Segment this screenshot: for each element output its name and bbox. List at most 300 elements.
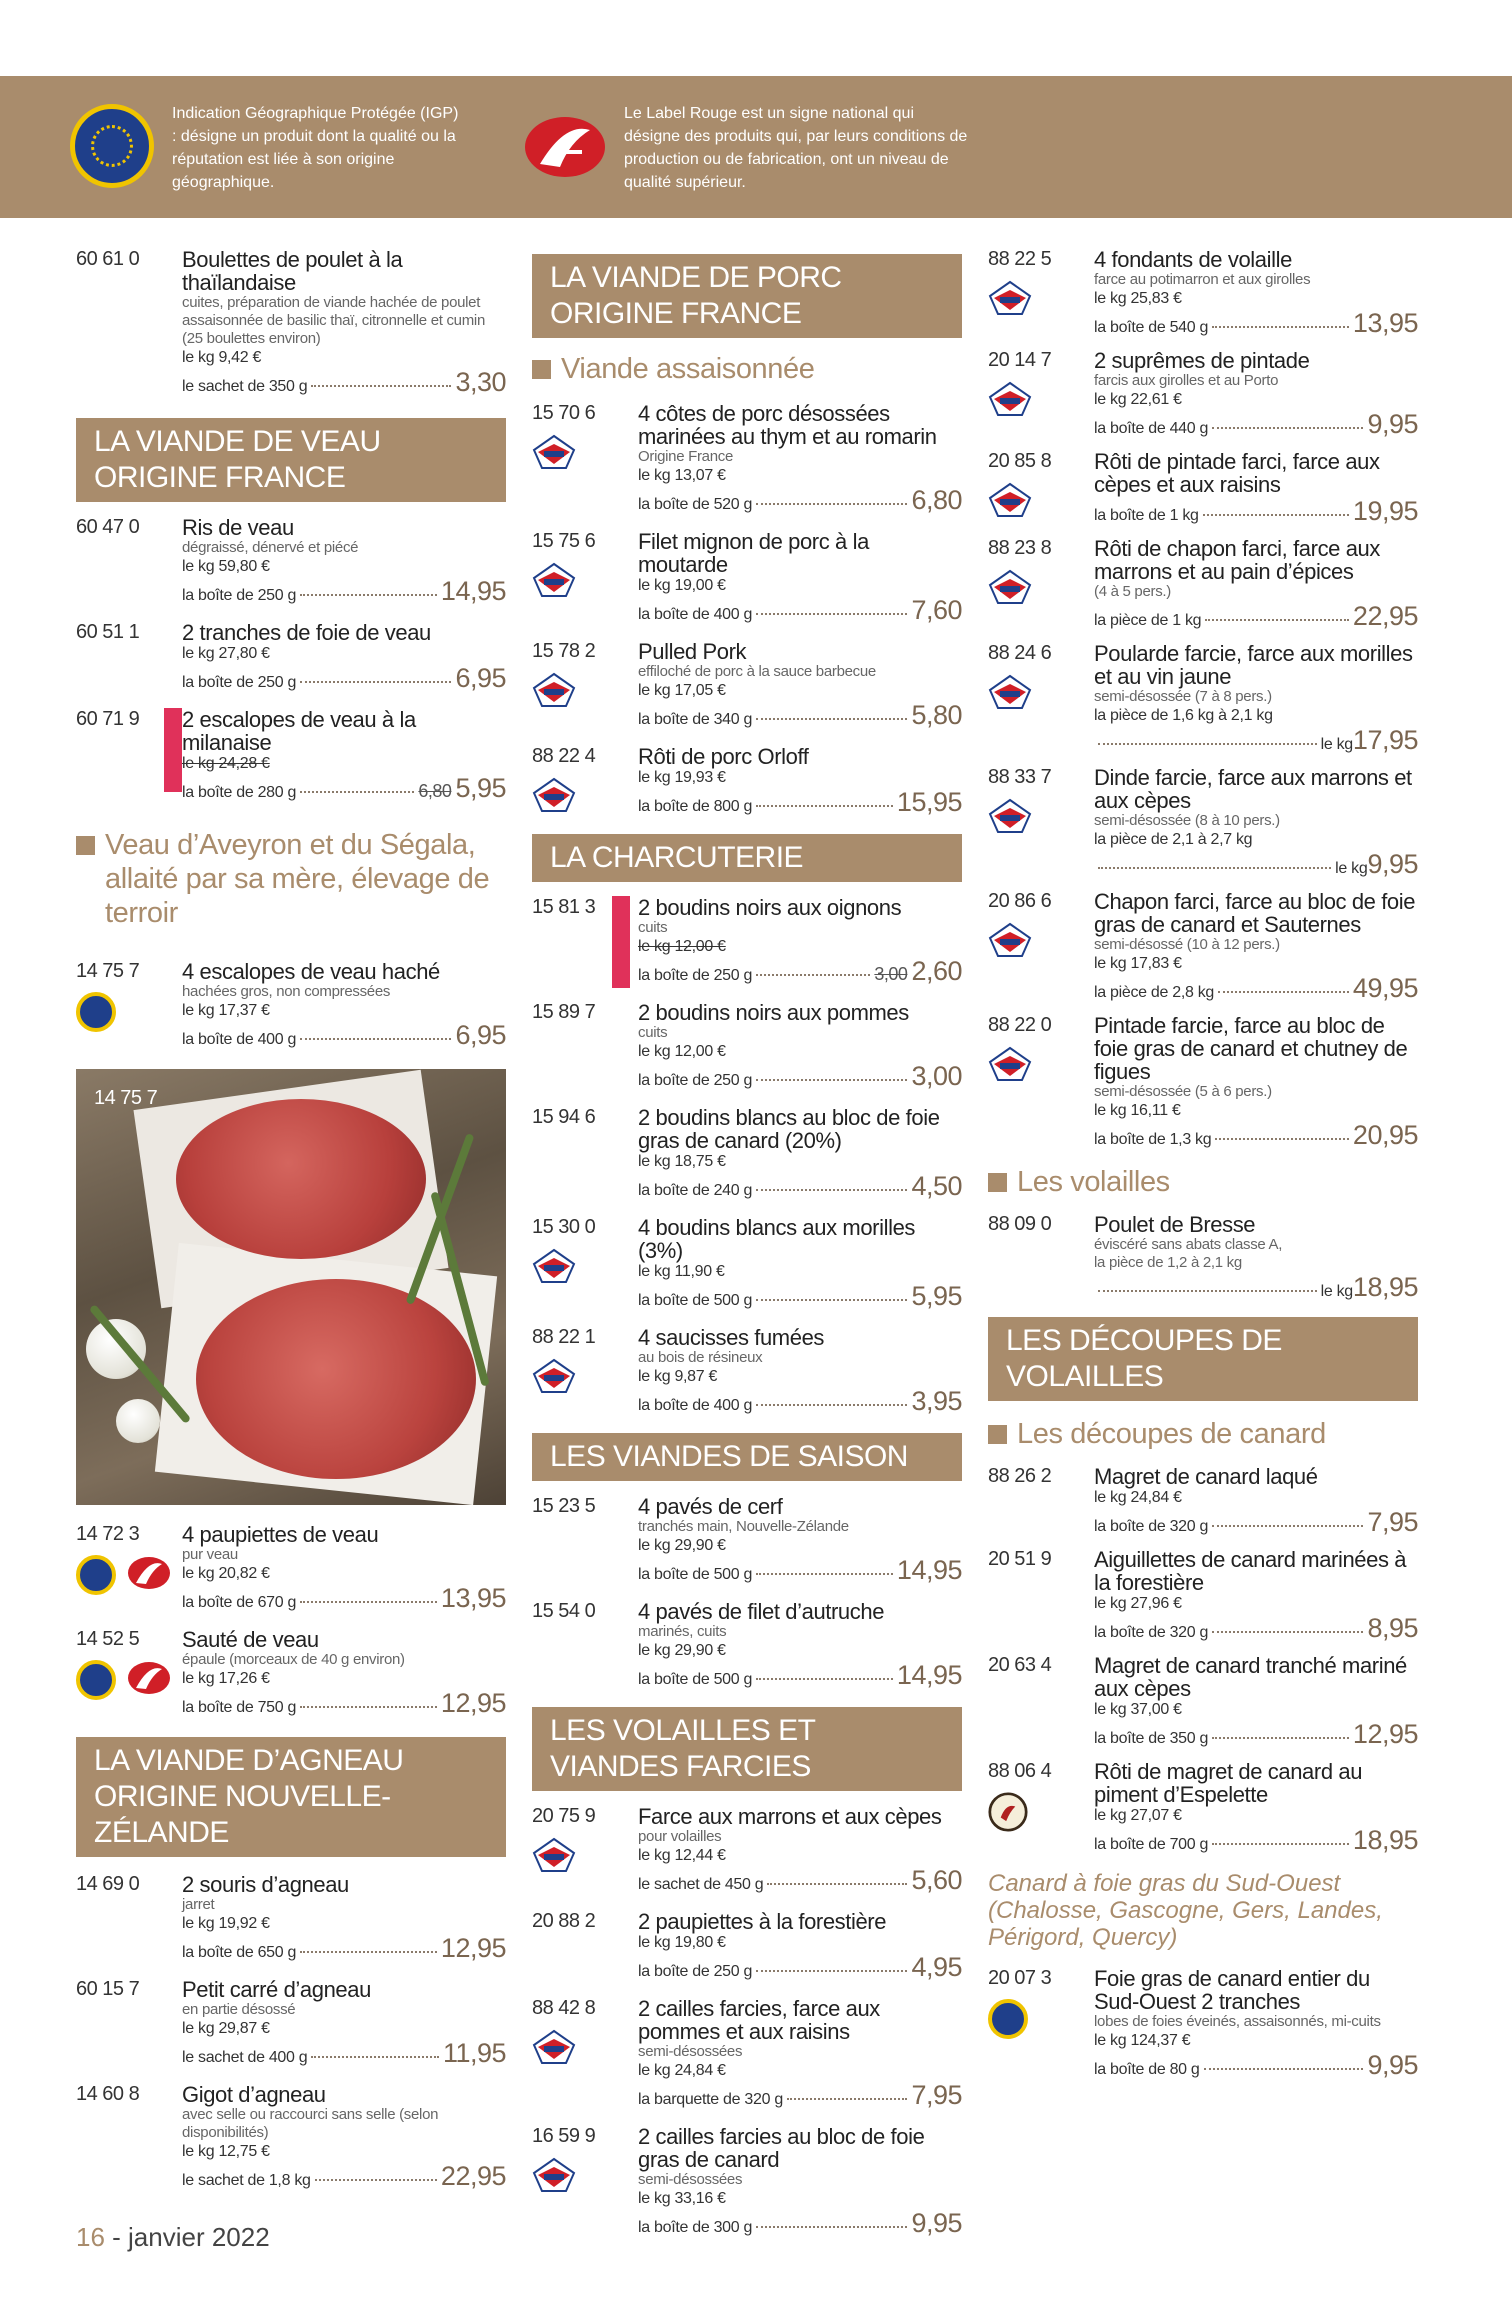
- origin-france-icon: [988, 798, 1032, 834]
- product-item: [76, 1873, 506, 1964]
- section-charcuterie: LA CHARCUTERIE: [532, 834, 962, 882]
- price-per-kg: le kg 12,00 €: [638, 1043, 726, 1060]
- origin-france-icon: [988, 482, 1032, 518]
- price-per-kg: le kg 17,83 €: [1094, 955, 1182, 972]
- package-label: la boîte de 340 g: [638, 711, 753, 728]
- subsection-seasoned: Viande assaisonnée: [532, 352, 962, 386]
- price-per-kg: le kg 25,83 €: [1094, 290, 1182, 307]
- product-item: [532, 1600, 962, 1691]
- price-per-kg: le kg 19,93 €: [638, 769, 726, 786]
- labelrouge-text: Le Label Rouge est un signe national qui désigne des produits qui, par leurs conditions de production ou de fabrication, ont un niveau de qualité supérieur.: [624, 105, 968, 191]
- price-per-kg: le kg 9,87 €: [638, 1368, 718, 1385]
- price: 18,95: [1352, 1272, 1418, 1302]
- product-desc: hachées gros, non compressées: [182, 983, 391, 1000]
- page-number: 16: [76, 2222, 105, 2252]
- product-code: 14 60 8: [76, 2083, 140, 2105]
- product-code: 15 89 7: [532, 1001, 596, 1023]
- package-label: le sachet de 400 g: [182, 2049, 308, 2066]
- column-2: [532, 248, 962, 2239]
- product-code: 15 81 3: [532, 896, 596, 918]
- price: 2,60: [911, 956, 962, 986]
- product-item: [988, 1548, 1418, 1644]
- package-label: la pièce de 1 kg: [1094, 612, 1202, 629]
- product-item: [988, 248, 1418, 339]
- product-item: [988, 1760, 1418, 1856]
- product-name: Poulet de Bresse: [1094, 1212, 1256, 1237]
- product-item: [532, 1910, 962, 1983]
- product-desc: Origine France: [638, 448, 734, 465]
- origin-france-icon: [988, 280, 1032, 316]
- section-seasonal: LES VIANDES DE SAISON: [532, 1433, 962, 1481]
- package-label: la boîte de 350 g: [1094, 1730, 1209, 1747]
- product-code: 20 88 2: [532, 1910, 596, 1932]
- price-per-kg: le kg 11,90 €: [638, 1263, 725, 1280]
- product-desc: semi-désossée (7 à 8 pers.): [1094, 688, 1272, 705]
- package-label: la boîte de 250 g: [182, 674, 297, 691]
- price: 20,95: [1352, 1120, 1418, 1150]
- price-per-kg: le kg 24,84 €: [638, 2062, 726, 2079]
- price: 14,95: [896, 1660, 962, 1690]
- product-desc: semi-désossé (10 à 12 pers.): [1094, 936, 1280, 953]
- product-name: Magret de canard tranché mariné aux cèpes: [1094, 1653, 1407, 1701]
- product-name: Rôti de porc Orloff: [638, 744, 809, 769]
- price-per-kg: le kg 24,28 €: [182, 755, 270, 772]
- price: 8,95: [1367, 1613, 1418, 1643]
- price-per-kg: le kg 17,05 €: [638, 682, 726, 699]
- product-name: Ris de veau: [182, 515, 294, 540]
- package-label: la boîte de 500 g: [638, 1292, 753, 1309]
- price: 12,95: [440, 1933, 506, 1963]
- package-label: la boîte de 650 g: [182, 1944, 297, 1961]
- package-label: la boîte de 250 g: [638, 1072, 753, 1089]
- product-name: 4 côtes de porc désossées marinées au thym et au romarin: [638, 401, 937, 449]
- product-code: 15 54 0: [532, 1600, 596, 1622]
- price: 4,50: [911, 1171, 962, 1201]
- price-per-kg: le kg 12,00 €: [638, 938, 726, 955]
- price: 12,95: [1352, 1719, 1418, 1749]
- package-label: la boîte de 520 g: [638, 496, 753, 513]
- product-item: [532, 1106, 962, 1202]
- price: 13,95: [440, 1583, 506, 1613]
- package-label: la boîte de 1,3 kg: [1094, 1131, 1212, 1148]
- product-item: [76, 2083, 506, 2192]
- package-label: la boîte de 80 g: [1094, 2061, 1200, 2078]
- product-code: 15 30 0: [532, 1216, 596, 1238]
- origin-france-icon: [532, 2029, 576, 2065]
- price: 9,95: [911, 2208, 962, 2238]
- origin-france-icon: [532, 1358, 576, 1394]
- subsection-duck-cuts: Les découpes de canard: [988, 1417, 1418, 1451]
- product-name: Rôti de pintade farci, farce aux cèpes et aux raisins: [1094, 449, 1380, 497]
- price-per-kg: le kg 20,82 €: [182, 1565, 270, 1582]
- origin-france-icon: [532, 2157, 576, 2193]
- label-rouge-badge-icon: [126, 1555, 172, 1591]
- product-code: 15 23 5: [532, 1495, 596, 1517]
- column-1: [76, 248, 506, 2192]
- column-3: [988, 248, 1418, 2081]
- igp-badge-icon: [76, 1660, 116, 1700]
- product-desc: semi-désossées: [638, 2171, 743, 2188]
- package-label: la boîte de 400 g: [638, 606, 753, 623]
- igp-text: Indication Géographique Protégée (IGP) : désigne un produit dont la qualité ou la réputation est liée à son origine géographique.: [172, 105, 459, 191]
- product-name: Rôti de chapon farci, farce aux marrons et au pain d’épices: [1094, 536, 1380, 584]
- price: 5,95: [911, 1281, 962, 1311]
- package-label: la boîte de 400 g: [182, 1031, 297, 1048]
- package-label: la boîte de 1 kg: [1094, 507, 1199, 524]
- price-per-kg: le kg 9,42 €: [182, 349, 262, 366]
- product-code: 88 06 4: [988, 1760, 1052, 1782]
- product-name: Boulettes de poulet à la thaïlandaise: [182, 247, 403, 295]
- package-label: la boîte de 250 g: [638, 1963, 753, 1980]
- product-code: 88 22 5: [988, 248, 1052, 270]
- old-price: 3,00: [874, 964, 908, 984]
- package-label: la barquette de 320 g: [638, 2091, 783, 2108]
- product-desc: semi-désossée (5 à 6 pers.): [1094, 1083, 1272, 1100]
- product-code: 20 63 4: [988, 1654, 1052, 1676]
- price: 18,95: [1352, 1825, 1418, 1855]
- price-per-kg: le kg 29,87 €: [182, 2020, 270, 2037]
- product-desc: (4 à 5 pers.): [1094, 583, 1171, 600]
- origin-france-icon: [532, 562, 576, 598]
- package-label: le sachet de 1,8 kg: [182, 2172, 311, 2189]
- product-item: [76, 1523, 506, 1614]
- package-label: la boîte de 300 g: [638, 2219, 753, 2236]
- price-per-kg: le kg 33,16 €: [638, 2190, 726, 2207]
- product-name: 2 cailles farcies, farce aux pommes et aux raisins: [638, 1996, 880, 2044]
- price: 49,95: [1352, 973, 1418, 1003]
- product-item: [76, 1978, 506, 2069]
- price: 17,95: [1352, 725, 1418, 755]
- price-per-kg: le kg 29,90 €: [638, 1537, 726, 1554]
- price: 6,80: [911, 485, 962, 515]
- espelette-pepper-seal-icon: [988, 1792, 1028, 1832]
- price: 12,95: [440, 1688, 506, 1718]
- product-item: [988, 450, 1418, 527]
- product-desc: farcis aux girolles et au Porto: [1094, 372, 1279, 389]
- product-desc: avec selle ou raccourci sans selle (selon disponibilités): [182, 2106, 439, 2141]
- product-desc: pour volailles: [638, 1828, 722, 1845]
- product-code: 14 52 5: [76, 1628, 140, 1650]
- price-per-kg: le kg 124,37 €: [1094, 2032, 1191, 2049]
- product-item: [532, 2125, 962, 2239]
- product-item: [532, 1216, 962, 1312]
- product-name: 4 boudins blancs aux morilles (3%): [638, 1215, 915, 1263]
- price: 6,95: [455, 663, 506, 693]
- product-code: 20 51 9: [988, 1548, 1052, 1570]
- price-per-kg: le kg 27,96 €: [1094, 1595, 1182, 1612]
- product-desc: tranchés main, Nouvelle-Zélande: [638, 1518, 849, 1535]
- product-name: Filet mignon de porc à la moutarde: [638, 529, 869, 577]
- price: 3,95: [911, 1386, 962, 1416]
- product-code: 60 61 0: [76, 248, 140, 270]
- price-per-kg: le kg 29,90 €: [638, 1642, 726, 1659]
- price: 3,30: [455, 367, 506, 397]
- product-desc: semi-désossées: [638, 2043, 743, 2060]
- package-label: la boîte de 240 g: [638, 1182, 753, 1199]
- issue-date: janvier 2022: [128, 2222, 270, 2252]
- product-name: 4 fondants de volaille: [1094, 247, 1292, 272]
- product-code: 88 22 0: [988, 1014, 1052, 1036]
- product-desc: lobes de foies éveinés, assaisonnés, mi-cuits: [1094, 2013, 1381, 2030]
- product-name: Magret de canard laqué: [1094, 1464, 1318, 1489]
- origin-france-icon: [988, 1046, 1032, 1082]
- product-code: 15 94 6: [532, 1106, 596, 1128]
- product-desc: effiloché de porc à la sauce barbecue: [638, 663, 876, 680]
- origin-france-icon: [988, 381, 1032, 417]
- product-code: 20 07 3: [988, 1967, 1052, 1989]
- product-code: 14 72 3: [76, 1523, 140, 1545]
- product-item: [532, 1326, 962, 1417]
- price-per-kg: le kg 27,80 €: [182, 645, 270, 662]
- section-poultry-stuffed: LES VOLAILLES ET VIANDES FARCIES: [532, 1707, 962, 1791]
- product-code: 88 24 6: [988, 642, 1052, 664]
- package-label: la boîte de 250 g: [638, 967, 753, 984]
- product-item: [532, 745, 962, 818]
- product-item-promo: [76, 708, 506, 804]
- product-code: 88 42 8: [532, 1997, 596, 2019]
- info-banner: [0, 76, 1512, 218]
- product-item: [76, 248, 506, 398]
- piece-weight: la pièce de 2,1 à 2,7 kg: [1094, 831, 1253, 848]
- product-photo: [76, 1069, 506, 1505]
- product-code: 88 23 8: [988, 537, 1052, 559]
- product-name: Aiguillettes de canard marinées à la forestière: [1094, 1547, 1407, 1595]
- product-item: [532, 640, 962, 731]
- product-desc: au bois de résineux: [638, 1349, 763, 1366]
- piece-weight: la pièce de 1,2 à 2,1 kg: [1094, 1254, 1242, 1271]
- product-name: 4 pavés de filet d’autruche: [638, 1599, 885, 1624]
- product-name: 2 boudins blancs au bloc de foie gras de canard (20%): [638, 1105, 940, 1153]
- product-name: Pulled Pork: [638, 639, 747, 664]
- product-item: [988, 1967, 1418, 2081]
- origin-france-icon: [532, 1248, 576, 1284]
- price: 19,95: [1352, 496, 1418, 526]
- subsection-poultry: Les volailles: [988, 1165, 1418, 1199]
- product-name: Gigot d’agneau: [182, 2082, 326, 2107]
- product-item: [76, 621, 506, 694]
- product-item: [988, 537, 1418, 632]
- price: 7,95: [911, 2080, 962, 2110]
- product-desc: en partie désossé: [182, 2001, 296, 2018]
- price: 9,95: [1367, 409, 1418, 439]
- product-name: Pintade farcie, farce au bloc de foie gras de canard et chutney de figues: [1094, 1013, 1408, 1084]
- package-label: la boîte de 250 g: [182, 587, 297, 604]
- per-kg-label: le kg: [1320, 1283, 1353, 1300]
- subsection-aveyron: Veau d’Aveyron et du Ségala, allaité par sa mère, élevage de terroir: [76, 828, 506, 930]
- price-per-kg: le kg 13,07 €: [638, 467, 726, 484]
- price-per-kg: le kg 59,80 €: [182, 558, 270, 575]
- page-footer: 16 - janvier 2022: [76, 2222, 270, 2252]
- product-name: 2 tranches de foie de veau: [182, 620, 431, 645]
- product-code: 14 69 0: [76, 1873, 140, 1895]
- price-per-kg: le kg 19,80 €: [638, 1934, 726, 1951]
- price: 14,95: [440, 576, 506, 606]
- product-item: [988, 642, 1418, 756]
- product-code: 88 33 7: [988, 766, 1052, 788]
- product-code: 15 78 2: [532, 640, 596, 662]
- product-name: Rôti de magret de canard au piment d’Espelette: [1094, 1759, 1363, 1807]
- per-kg-label: le kg: [1320, 736, 1353, 753]
- product-code: 20 14 7: [988, 349, 1052, 371]
- package-label: la boîte de 540 g: [1094, 319, 1209, 336]
- product-desc: cuits: [638, 919, 668, 936]
- product-name: 2 escalopes de veau à la milanaise: [182, 707, 416, 755]
- promo-marker: [164, 708, 182, 792]
- product-desc: marinés, cuits: [638, 1623, 727, 1640]
- price: 13,95: [1352, 308, 1418, 338]
- product-name: 2 souris d’agneau: [182, 1872, 349, 1897]
- product-desc: farce au potimarron et aux girolles: [1094, 271, 1311, 288]
- product-name: 2 cailles farcies au bloc de foie gras de canard: [638, 2124, 925, 2172]
- product-code: 20 85 8: [988, 450, 1052, 472]
- product-code: 15 70 6: [532, 402, 596, 424]
- package-label: la boîte de 670 g: [182, 1594, 297, 1611]
- origin-france-icon: [532, 672, 576, 708]
- price-per-kg: le kg 22,61 €: [1094, 391, 1182, 408]
- product-item: [532, 1495, 962, 1586]
- section-poultry-cuts: LES DÉCOUPES DE VOLAILLES: [988, 1317, 1418, 1401]
- section-pork: LA VIANDE DE PORC ORIGINE FRANCE: [532, 254, 962, 338]
- package-label: la boîte de 500 g: [638, 1566, 753, 1583]
- price: 5,80: [911, 700, 962, 730]
- price: 5,60: [911, 1865, 962, 1895]
- price: 11,95: [442, 2038, 506, 2068]
- price-per-kg: le kg 12,44 €: [638, 1847, 726, 1864]
- origin-france-icon: [988, 569, 1032, 605]
- price: 22,95: [1352, 601, 1418, 631]
- price: 7,95: [1367, 1507, 1418, 1537]
- label-rouge-badge-icon: [126, 1660, 172, 1696]
- igp-badge-icon: [988, 1999, 1028, 2039]
- product-code: 15 75 6: [532, 530, 596, 552]
- promo-marker: [612, 896, 630, 988]
- product-name: Dinde farcie, farce aux marrons et aux cèpes: [1094, 765, 1412, 813]
- product-code: 16 59 9: [532, 2125, 596, 2147]
- product-item: [532, 530, 962, 626]
- product-desc: jarret: [182, 1896, 215, 1913]
- price: 9,95: [1367, 2050, 1418, 2080]
- product-item: [988, 1465, 1418, 1538]
- product-desc: pur veau: [182, 1546, 238, 1563]
- product-name: 2 boudins noirs aux pommes: [638, 1000, 909, 1025]
- product-item: [532, 1805, 962, 1896]
- price: 15,95: [896, 787, 962, 817]
- product-code: 60 15 7: [76, 1978, 140, 2000]
- igp-badge-icon: [76, 1555, 116, 1595]
- product-item: [76, 1628, 506, 1719]
- igp-seal-icon: [70, 104, 154, 188]
- product-item: [988, 1213, 1418, 1303]
- price: 5,95: [455, 773, 506, 803]
- package-label: la pièce de 2,8 kg: [1094, 984, 1215, 1001]
- price-per-kg: le kg 27,07 €: [1094, 1807, 1182, 1824]
- product-name: Farce aux marrons et aux cèpes: [638, 1804, 942, 1829]
- price-per-kg: le kg 19,92 €: [182, 1915, 270, 1932]
- price-per-kg: le kg 12,75 €: [182, 2143, 270, 2160]
- product-code: 88 09 0: [988, 1213, 1052, 1235]
- igp-badge-icon: [76, 992, 116, 1032]
- section-veal: LA VIANDE DE VEAU ORIGINE FRANCE: [76, 418, 506, 502]
- package-label: la boîte de 440 g: [1094, 420, 1209, 437]
- origin-france-icon: [532, 1837, 576, 1873]
- price-per-kg: le kg 24,84 €: [1094, 1489, 1182, 1506]
- product-item: [532, 1001, 962, 1092]
- product-item-promo: [532, 896, 962, 987]
- package-label: la boîte de 280 g: [182, 784, 297, 801]
- product-desc: cuites, préparation de viande hachée de poulet assaisonnée de basilic thaï, citronnelle et cumin (25 boulettes environ): [182, 294, 485, 347]
- label-rouge-logo-icon: [520, 112, 610, 182]
- price-per-kg: le kg 17,37 €: [182, 1002, 270, 1019]
- product-code: 60 71 9: [76, 708, 140, 730]
- section-lamb: LA VIANDE D’AGNEAU ORIGINE NOUVELLE-ZÉLANDE: [76, 1737, 506, 1857]
- product-name: Poularde farcie, farce aux morilles et au vin jaune: [1094, 641, 1413, 689]
- product-desc: éviscéré sans abats classe A,: [1094, 1236, 1283, 1253]
- per-kg-label: le kg: [1335, 860, 1368, 877]
- product-item: [988, 766, 1418, 880]
- product-item: [76, 516, 506, 607]
- product-item: [532, 1997, 962, 2111]
- product-name: 2 paupiettes à la forestière: [638, 1909, 887, 1934]
- product-code: 60 51 1: [76, 621, 140, 643]
- product-name: 2 suprêmes de pintade: [1094, 348, 1310, 373]
- product-code: 60 47 0: [76, 516, 140, 538]
- package-label: la boîte de 750 g: [182, 1699, 297, 1716]
- package-label: le sachet de 450 g: [638, 1876, 764, 1893]
- price: 14,95: [896, 1555, 962, 1585]
- product-name: Sauté de veau: [182, 1627, 319, 1652]
- price-per-kg: le kg 37,00 €: [1094, 1701, 1182, 1718]
- price: 22,95: [440, 2161, 506, 2191]
- product-code: 20 86 6: [988, 890, 1052, 912]
- product-name: 4 escalopes de veau haché: [182, 959, 440, 984]
- origin-france-icon: [532, 434, 576, 470]
- product-code: 88 26 2: [988, 1465, 1052, 1487]
- product-item: [988, 349, 1418, 440]
- foie-gras-origin-note: Canard à foie gras du Sud-Ouest (Chalosse, Gascogne, Gers, Landes, Périgord, Quercy): [988, 1870, 1383, 1951]
- price-per-kg: le kg 18,75 €: [638, 1153, 726, 1170]
- package-label: la boîte de 500 g: [638, 1671, 753, 1688]
- product-name: Chapon farci, farce au bloc de foie gras de canard et Sauternes: [1094, 889, 1416, 937]
- product-name: Foie gras de canard entier du Sud-Ouest 2 tranches: [1094, 1966, 1370, 2014]
- product-item: [988, 890, 1418, 1004]
- price: 9,95: [1367, 849, 1418, 879]
- product-code: 88 22 4: [532, 745, 596, 767]
- product-name: 2 boudins noirs aux oignons: [638, 895, 902, 920]
- price: 7,60: [911, 595, 962, 625]
- product-item: [988, 1014, 1418, 1151]
- product-code: 88 22 1: [532, 1326, 596, 1348]
- product-name: 4 saucisses fumées: [638, 1325, 824, 1350]
- package-label: la boîte de 320 g: [1094, 1518, 1209, 1535]
- product-name: Petit carré d’agneau: [182, 1977, 371, 2002]
- product-desc: cuits: [638, 1024, 668, 1041]
- old-price: 6,80: [418, 781, 452, 801]
- package-label: la boîte de 320 g: [1094, 1624, 1209, 1641]
- product-code: 20 75 9: [532, 1805, 596, 1827]
- origin-france-icon: [532, 777, 576, 813]
- price: 3,00: [911, 1061, 962, 1091]
- price-per-kg: le kg 16,11 €: [1094, 1102, 1181, 1119]
- price-per-kg: le kg 19,00 €: [638, 577, 726, 594]
- origin-france-icon: [988, 674, 1032, 710]
- product-item: [988, 1654, 1418, 1750]
- package-label: le sachet de 350 g: [182, 378, 308, 395]
- price: 6,95: [455, 1020, 506, 1050]
- product-item: [76, 960, 506, 1051]
- product-item: [532, 402, 962, 516]
- product-code: 14 75 7: [76, 960, 140, 982]
- piece-weight: la pièce de 1,6 kg à 2,1 kg: [1094, 707, 1273, 724]
